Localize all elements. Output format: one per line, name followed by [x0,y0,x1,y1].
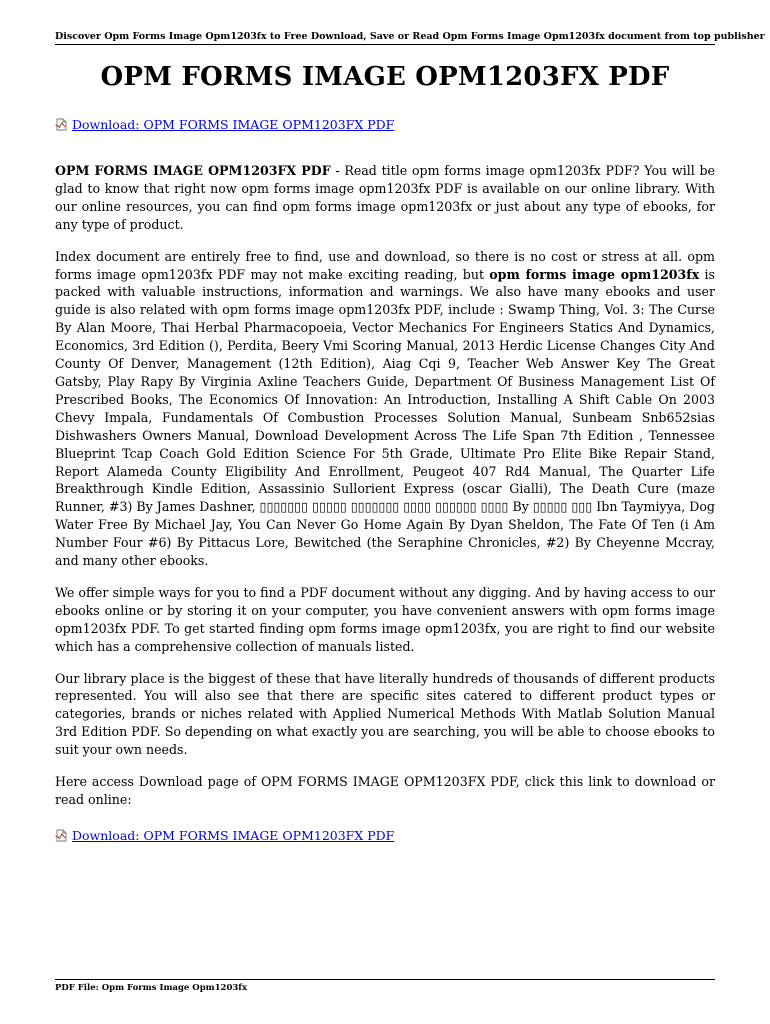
related-ebooks-paragraph [55,248,715,570]
simple-ways-paragraph: We offer simple ways for you to find a PDF document without any digging. And by having access to our ebooks online or by storing it on your computer, you have convenient answers with opm forms image opm1203fx PDF. To get started finding opm forms image opm1203fx, you are right to find our website which has a comprehensive collection of manuals listed. [55,584,715,654]
download-link-label[interactable]: Download: OPM FORMS IMAGE OPM1203FX PDF [72,117,395,132]
access-paragraph: Here access Download page of OPM FORMS IMAGE OPM1203FX PDF, click this link to download or read online: [55,774,715,807]
related-bold-keyword: opm forms image opm1203fx [489,266,700,282]
intro-text: - Read title opm forms image opm1203fx PDF? You will be glad to know that right now opm forms image opm1203fx PDF is available on our online library. With our online resources, you can find opm forms image opm1203fx or just about any type of ebooks, for any type of product. [55,163,715,232]
download-link-top[interactable] [55,117,715,132]
related-text-start: Index document are entirely free to find, use and download, so there is no cost or stress at all. opm forms image opm1203fx PDF may not make exciting reading, but [55,248,715,282]
header-tagline: Discover Opm Forms Image Opm1203fx to Free Download, Save or Read Opm Forms Image Opm1203fx document from top publisher [55,31,715,45]
page-footer: PDF File: Opm Forms Image Opm1203fx [55,979,715,993]
document-page [55,0,765,843]
page-title: OPM FORMS IMAGE OPM1203FX PDF [100,62,670,92]
pdf-file-icon [55,118,69,131]
download-link-label[interactable]: Download: OPM FORMS IMAGE OPM1203FX PDF [72,827,395,843]
download-link-bottom[interactable] [55,828,715,843]
pdf-file-icon [55,829,69,842]
intro-paragraph [55,162,715,234]
related-text-rest: is packed with valuable instructions, information and warnings. We also have many ebooks and user guide is also related with opm forms image opm1203fx PDF, include : Swamp Thing, Vol. 3: The Curse By Alan Moore, Thai Herbal Pharmacopoeia, Vector Mechanics For Engineers Statics And Dynamics, Economics, 3rd Edition (), Perdita, Beery Vmi Scoring Manual, 2013 Herdic License Changes City And County Of Denver, Management (12th Edition), Aiag Cqi 9, Teacher Web Answer Key The Great Gatsby, Play Rapy By Virginia Axline Teachers Guide, Department Of Business Management List Of Prescribed Books, The Economics Of Innovation: An Introduction, Installing A Shift Cable On 2003 Chevy Impala, Fundamentals Of Combustion Processes Solution Manual, Sunbeam Snb652sias Dishwashers Owners Manual, Download Development Across The Life Span 7th Edition , Tennessee Blueprint Tcap Coach Gold Edition Science For 5th Grade, Ultimate Pro Elite Bike Repair Stand, Report Alameda County Eligibility And Enrollment, Peugeot 407 Rd4 Manual, The Quarter Life Breakthrough Kindle Edition, Assassinio Sullorient Express (oscar Gialli), The Death Cure (maze Runner, #3) By James Dashner, ▯▯▯▯▯▯▯ ▯▯▯▯▯ ▯▯▯▯▯▯▯ ▯▯▯▯ ▯▯▯▯▯▯ ▯▯▯▯ By ▯▯▯▯▯ ▯▯▯ Ibn Taymiyya, Dog Water Free By Michael Jay, You Can Never Go Home Again By Dyan Sheldon, The Fate Of Ten (i Am Number Four #6) By Pittacus Lore, Bewitched (the Seraphine Chronicles, #2) By Cheyenne Mccray, and many other ebooks. [55,266,715,569]
library-paragraph: Our library place is the biggest of these that have literally hundreds of thousands of different products represented. You will also see that there are specific sites catered to different product types or categories, brands or niches related with Applied Numerical Methods With Matlab Solution Manual 3rd Edition PDF. So depending on what exactly you are searching, you will be able to choose ebooks to suit your own needs. [55,670,715,758]
intro-bold-title: OPM FORMS IMAGE OPM1203FX PDF [55,163,331,178]
